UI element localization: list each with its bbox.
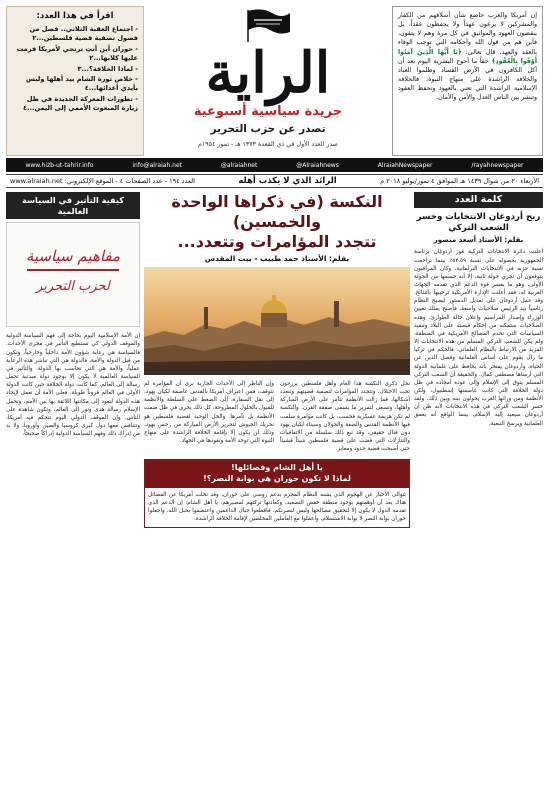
date-bar: [6, 174, 543, 188]
editorial-column: [414, 192, 543, 792]
main-headline-line1[interactable]: النكسة (في ذكراها الواحدة والخمسين): [171, 192, 383, 231]
contact-bar: [6, 158, 543, 172]
newspaper-logo: الراية: [205, 40, 331, 106]
black-flag-icon: [242, 8, 292, 42]
main-article: [144, 192, 410, 792]
sham-article-box: [144, 459, 410, 527]
in-this-issue-title: اقرأ في هذا العدد:: [36, 11, 114, 21]
contact-link[interactable]: info@alraiah.net: [132, 161, 182, 169]
main-article-col2: وإن الناظر إلى الأحداث الجارية يرى أن المؤامرة لم تتوقف، فمن اعتراف أمريكا بالقدس عاصمة لكيان يهود، إلى نقل السفارة، إلى الضغط على السلطة والأنظمة للقبول بالحلول المطروحة، كل ذلك يجري في ظل صمت الأنظمة بل تآمرها. والحل الوحيد لقضية فلسطين هو تحريك الجيوش لتحرير الأرض المباركة من رجس يهود، وذلك لن يكون إلا بإقامة الخلافة الراشدة على منهاج النبوة التي توحد الأمة وتقودها في الجهاد.: [144, 381, 274, 445]
verse-box-text-end: حقاً ما أحوج البشرية اليوم بعد أن أكل الكافرون في الأرض الفساد وظلموا العباد والخلافة الراشدة على منهاج النبوة، فالخلافة الإسلامية الراشدة التي تعني بالعهود وتحفظ العقود وتنشر بين الناس العدل والأمن والأمان.: [398, 57, 537, 102]
main-article-columns: [144, 380, 410, 453]
headline-item[interactable]: - لماذا الخلافة؟...٣: [77, 64, 138, 73]
contact-link[interactable]: @Alraiahnews: [296, 161, 339, 169]
main-author: بقلم: الأستاذ حمد طبيب - بيت المقدس: [204, 254, 350, 263]
main-article-col1: تحل ذكرى النكسة هذا العام وأهل فلسطين يرزحون تحت الاحتلال، وتتجدد المؤامرات لتصفية قضيتهم وتتعدد أشكالها، فما زالت الأنظمة تتآمر على الأرض المباركة وأهلها، وتسعى لتمرير ما يسمى صفقة القرن. والنكسة لم تكن هزيمة عسكرية فحسب، بل كانت مؤامرة سلمت فيها الأنظمة القدس والضفة والجولان وسيناء لكيان يهود دون قتال حقيقي، وقد تبع ذلك سلسلة من الاتفاقيات والتنازلات التي قضت على قضية فلسطين شيئاً فشيئاً حتى أصبحت قضية حدود ومعابر.: [280, 381, 410, 453]
publisher-line: تصدر عن حزب التحرير: [210, 123, 326, 135]
newspaper-tagline: جريدة سياسية أسبوعية: [193, 104, 343, 119]
issue-date: الأربعاء ٢٠ من شوال ١٤٣٩ هـ الموافق ٤ تموز/يوليو ٢٠١٨ م: [380, 177, 539, 185]
political-concepts-column: [6, 192, 140, 792]
contact-link[interactable]: www.hizb-ut-tahrir.info: [25, 161, 94, 169]
verse-text: ﴿يَا أَيُّهَا الَّذِينَ آمَنُوا أَوْفُوا بِالْعُقُودِ﴾: [398, 48, 537, 65]
sham-article-body: تتوالى الأخبار عن الهجوم الذي يشنه النظام المجرم بدعم روسي على حوران، وقد تخلت أمريكا عن الفصائل هناك بعد أن أوهمتهم بوجود منطقة خفض التصعيد، وكعادتها تركتهم لمصيرهم. يا أهل الشام: إن الدعم الذي تقدمه الدول لا يكون إلا لتحقيق مصالحها وليس لنصرتكم، فاقطعوا حبال الداعمين واعتصموا بحبل الله، واجعلوا حوران بوابة النصر لا بوابة الاستسلام، واعملوا مع العاملين المخلصين لإقامة الخلافة الراشدة.: [148, 492, 406, 523]
headline-item[interactable]: - تطورات المعركة الجديدة في ظل زيارة المبعوث الأممي إلى اليمن...٤: [22, 95, 138, 113]
first-issue-line: صدر العدد الأول في ذي القعدة ١٣٧٣ هـ - تموز ١٩٥٤م: [197, 141, 339, 148]
headline-item[interactable]: - اجتماع العقبة الثلاثي.. فصل من فصول تصفية قضية فلسطين...٢: [29, 25, 138, 42]
verse-box-text-start: إن أمريكا والغرب خاضع شأن أسلافهم من الكفار والمشركين لا يرعون عهداً ولا يحفظون عقداً، بل ينقضون العهود والمواثيق في كل مرة وهم لا يتقون، فأين هم من قول الله وأحكامه التي توجب الوفاء بالعقد والعهد، قال تعالى:: [398, 12, 537, 56]
card-title: مفاهيم سياسية: [25, 247, 121, 266]
main-headline-line2[interactable]: تتجدد المؤامرات وتتعدد...: [177, 232, 377, 251]
contact-link[interactable]: /rayahnewspaper: [471, 161, 524, 169]
newspaper-page: [6, 6, 543, 794]
masthead: [6, 6, 543, 156]
city-skyline-image: [144, 267, 410, 375]
issue-number: العدد ١٩٤ - عدد الصفحات ٤ - الموقع الإلكتروني: www.alraiah.net: [10, 177, 195, 185]
in-this-issue-box: [6, 6, 144, 156]
card-subtitle: لحزب التحرير: [36, 279, 110, 295]
headline-item[interactable]: - حوران أين أنتِ ترتجي لأمريكا فرمت عليها كلابها...٢: [16, 44, 138, 62]
contact-link[interactable]: AlraiahNewspaper: [377, 161, 433, 169]
political-concepts-header[interactable]: كيفية التأثير في السياسة العالمية: [6, 192, 140, 219]
motto: الرائد الذي لا يكذب أهله: [238, 176, 337, 186]
masthead-logo-block: [146, 6, 390, 156]
card-divider: [27, 269, 119, 271]
editorial-body: أعلنت دائرة الانتخابات التركية فوز أردوغان برئاسة الجمهورية بحصوله على نسبة ٥٢.٥٩٪ بينما تراجعت نسبة حزبه في الانتخابات البرلمانية، وكان المراقبون يتوقعون أن تجري جولة ثانية، إلا أنه حسمها من الجولة الأولى، وهو ما يفسر قوة الدعم الذي تقدمه الجهات الغربية له، فقد أعلنت الإدارة الأمريكية ترحيبها بالنتائج. وقد عمل أردوغان على تعديل الدستور ليصبح النظام رئاسياً بيد الرئيس صلاحيات واسعة، فأصبح يملك تعيين الوزراء وإصدار المراسيم وإعلان حالة الطوارئ. وهذه الصلاحيات ستمكنه من إحكام قبضته على البلاد وتنفيذ السياسات التي تخدم المصالح الأمريكية في المنطقة، ولم يكن للشعب التركي المسلم من هذه الانتخابات إلا المزيد من الارتباط بالنظام العلماني. فالحكم في تركيا ما زال يقوم على أساس العلمانية وفصل الدين عن الحياة، وأردوغان يفتخر بأنه يحافظ على علمانية الدولة التي أرساها مصطفى كمال. والحقيقة أن الشعب التركي المسلم يتوق إلى الإسلام وإلى عودة أمجاده في ظل دولة الخلافة التي كانت عاصمتها إسطنبول، ولكن الأنظمة ومن ورائها الغرب يحولون بينه وبين ذلك. ولقد خسر الشعب التركي في هذه الانتخابات لأنه ظن أن أردوغان سيعيد إليه الإسلام، بينما الواقع أنه يعمق العلمانية ويرسخ التبعية.: [414, 249, 543, 427]
political-concepts-body: إن الأمة الإسلامية اليوم بحاجة إلى فهم السياسة الدولية والموقف الدولي كي تستطيع التأثير في مجرى الأحداث. فالسياسة هي رعاية شؤون الأمة داخلياً وخارجياً، وتكون من قبل الدولة والأمة، فالدولة هي التي تباشر هذه الرعاية عملياً، والأمة هي التي تحاسب بها الدولة. والتأثير في السياسة العالمية لا يكون إلا بوجود دولة مبدئية تحمل رسالة إلى العالم، كما كانت دولة الخلافة حين كانت الدولة الأولى في العالم قروناً طويلة. فعلى الأمة أن تعمل لإيجاد هذه الدولة لتعود إلى مكانتها اللائقة بها بين الأمم، وتحمل الإسلام رسالة هدى ونور إلى العالم، وتكون شاهدة على الناس. وإن الموقف الدولي اليوم تتحكم فيه أمريكا، وتتنافس معها دول كبرى كروسيا والصين وأوروبا، ولا بد من إدراك ذلك وفهم السياسة الدولية إدراكاً صحيحاً.: [6, 333, 140, 438]
editorial-author: بقلم: الأستاذ أسعد منصور: [433, 236, 524, 245]
editorial-header: كلمة العدد: [414, 192, 543, 208]
verse-box: [392, 6, 543, 156]
headline-item[interactable]: - خلاص ثورة الشام بيد أهلها وليس بأيدي أعدائها...٤: [25, 75, 138, 93]
jerusalem-photo: [144, 267, 410, 375]
political-concepts-card: [6, 222, 140, 327]
sham-article-title[interactable]: يا أهل الشام وفصائلها! لماذا لا تكون حوران هي بوابة النصر؟!: [145, 460, 409, 488]
contact-link[interactable]: @alraiahnet: [220, 161, 258, 169]
editorial-title[interactable]: ربح أردوغان الانتخابات وخسر الشعب التركي: [416, 212, 541, 234]
